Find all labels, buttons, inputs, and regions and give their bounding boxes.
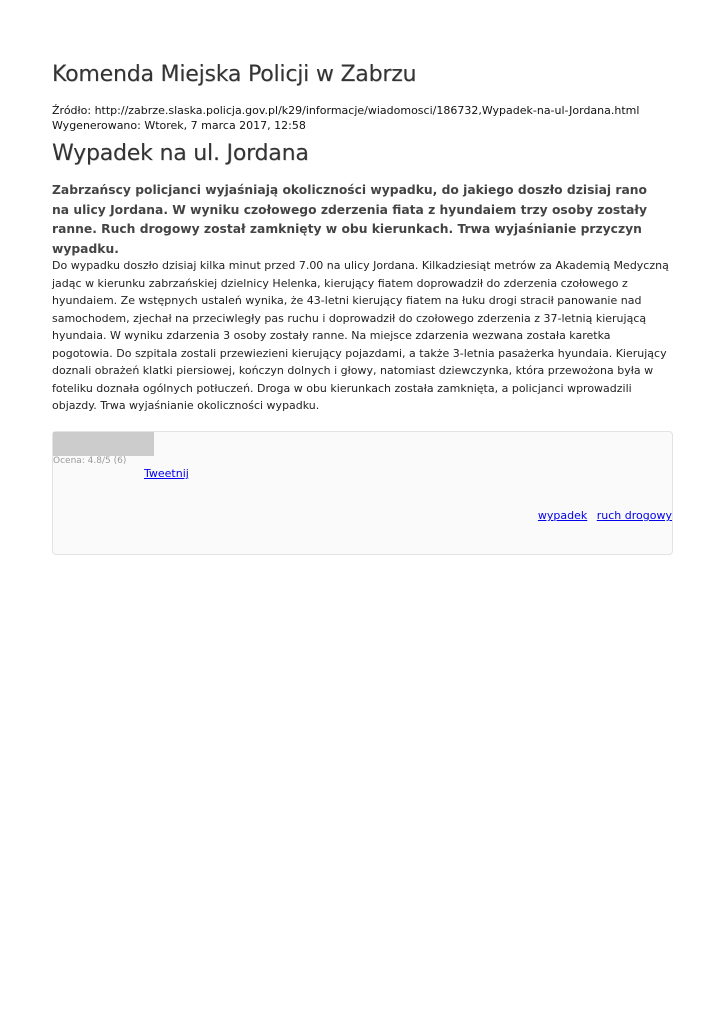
tag-link-ruch-drogowy[interactable]: ruch drogowy: [596, 509, 672, 522]
article-lead: Zabrzańscy policjanci wyjaśniają okoliczności wypadku, do jakiego doszło dzisiaj rano na ulicy Jordana. W wyniku czołowego zderzenia fiata z hyundaiem trzy osoby zostały ranne. Ruch drogowy został zamknięty w obu kierunkach. Trwa wyjaśnianie przyczyn wypadku.: [52, 183, 647, 256]
generated-date: Wygenerowano: Wtorek, 7 marca 2017, 12:58: [52, 119, 306, 132]
tag-list: [532, 509, 672, 522]
tweet-link[interactable]: Tweetnij: [144, 467, 189, 480]
tag-link-wypadek[interactable]: wypadek: [537, 509, 588, 522]
rating-bar[interactable]: [53, 432, 154, 456]
social-widget-box: [52, 431, 673, 555]
source-url: Źródło: http://zabrze.slaska.policja.gov.pl/k29/informacje/wiadomosci/186732,Wypadek-na-ul-Jordana.html: [52, 104, 640, 117]
article-body: Do wypadku doszło dzisiaj kilka minut przed 7.00 na ulicy Jordana. Kilkadziesiąt metrów za Akademią Medyczną jadąc w kierunku zabrzańskiej dzielnicy Helenka, kierujący fiatem doprowadził do zderzenia czołowego z hyundaiem. Ze wstępnych ustaleń wynika, że 43-letni kierujący fiatem na łuku drogi stracił panowanie nad samochodem, zjechał na przeciwległy pas ruchu i doprowadził do czołowego zderzenia z 37-letnią kierującą hyundaia. W wyniku zdarzenia 3 osoby zostały ranne. Na miejsce zdarzenia wezwana została karetka pogotowia. Do szpitala zostali przewiezieni kierujący pojazdami, a także 3-letnia pasażerka hyundaia. Kierujący doznali obrażeń klatki piersiowej, kończyn dolnych i głowy, natomiast dziewczynka, która przewożona była w foteliku doznała ogólnych potłuczeń. Droga w obu kierunkach została zamknięta, a policjanci wprowadzili objazdy. Trwa wyjaśnianie okoliczności wypadku.: [52, 259, 669, 412]
rating-bar-fill: [53, 432, 150, 456]
rating-text: Ocena: 4.8/5 (6): [53, 456, 127, 466]
article-title: Wypadek na ul. Jordana: [52, 141, 309, 166]
site-title: Komenda Miejska Policji w Zabrzu: [52, 62, 417, 87]
document-meta: [52, 103, 639, 133]
